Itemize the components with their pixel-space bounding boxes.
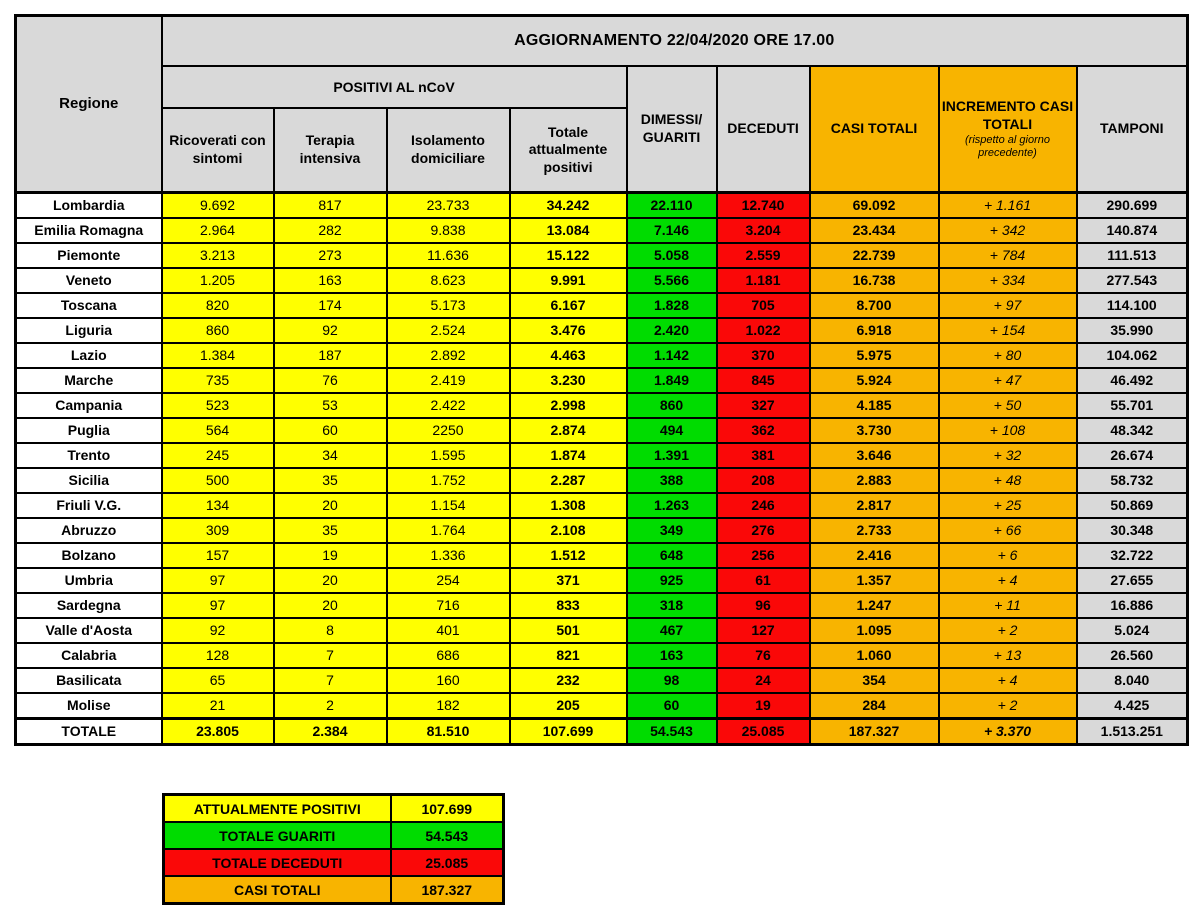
terapia-intensiva-value: 7 xyxy=(274,668,387,693)
totale-positivi-value: 2.108 xyxy=(510,518,627,543)
table-row xyxy=(16,518,1188,543)
deceduti-value: 208 xyxy=(717,468,810,493)
region-name: Campania xyxy=(16,393,162,418)
casi-totali-value: 4.185 xyxy=(810,393,939,418)
table-row xyxy=(16,192,1188,218)
ricoverati-value: 2.964 xyxy=(162,218,274,243)
table-row xyxy=(16,418,1188,443)
table-row xyxy=(16,243,1188,268)
tamponi-header: TAMPONI xyxy=(1077,66,1188,192)
deceduti-value: 3.204 xyxy=(717,218,810,243)
deceduti-value: 127 xyxy=(717,618,810,643)
dimessi-guariti-value: 494 xyxy=(627,418,717,443)
region-name: Lazio xyxy=(16,343,162,368)
isolamento-value: 1.595 xyxy=(387,443,510,468)
region-name: Calabria xyxy=(16,643,162,668)
covid-regions-table xyxy=(14,14,1189,746)
deceduti-value: 705 xyxy=(717,293,810,318)
casi-totali-value: 1.095 xyxy=(810,618,939,643)
tamponi-value: 32.722 xyxy=(1077,543,1188,568)
incremento-value: + 334 xyxy=(939,268,1077,293)
tamponi-value: 140.874 xyxy=(1077,218,1188,243)
tamponi-value: 26.560 xyxy=(1077,643,1188,668)
totale-positivi-value: 1.874 xyxy=(510,443,627,468)
incremento-header-note: (rispetto al giorno precedente) xyxy=(965,134,1050,159)
totale-positivi-value: 6.167 xyxy=(510,293,627,318)
legend-label: CASI TOTALI xyxy=(164,876,391,904)
ricoverati-value: 97 xyxy=(162,593,274,618)
legend-value: 107.699 xyxy=(391,795,504,823)
casi-totali-value: 2.733 xyxy=(810,518,939,543)
terapia-intensiva-value: 282 xyxy=(274,218,387,243)
terapia-intensiva-value: 20 xyxy=(274,493,387,518)
incremento-value: + 108 xyxy=(939,418,1077,443)
deceduti-value: 19 xyxy=(717,693,810,719)
dimessi-guariti-value: 98 xyxy=(627,668,717,693)
isolamento-value: 2.892 xyxy=(387,343,510,368)
incremento-value: + 154 xyxy=(939,318,1077,343)
terapia-intensiva-value: 35 xyxy=(274,468,387,493)
isolamento-value: 716 xyxy=(387,593,510,618)
incremento-value: + 11 xyxy=(939,593,1077,618)
isolamento-value: 1.336 xyxy=(387,543,510,568)
incremento-value: + 25 xyxy=(939,493,1077,518)
deceduti-value: 61 xyxy=(717,568,810,593)
table-row xyxy=(16,643,1188,668)
ricoverati-value: 309 xyxy=(162,518,274,543)
ricoverati-value: 860 xyxy=(162,318,274,343)
legend-label: TOTALE DECEDUTI xyxy=(164,849,391,876)
terapia-intensiva-value: 273 xyxy=(274,243,387,268)
ricoverati-header: Ricoverati con sintomi xyxy=(162,108,274,192)
incremento-value: + 2 xyxy=(939,693,1077,719)
casi-totali-value: 187.327 xyxy=(810,718,939,744)
tamponi-value: 16.886 xyxy=(1077,593,1188,618)
tamponi-value: 114.100 xyxy=(1077,293,1188,318)
totale-positivi-value: 9.991 xyxy=(510,268,627,293)
terapia-intensiva-value: 20 xyxy=(274,593,387,618)
deceduti-value: 24 xyxy=(717,668,810,693)
dimessi-guariti-value: 860 xyxy=(627,393,717,418)
ricoverati-value: 245 xyxy=(162,443,274,468)
dimessi-guariti-value: 7.146 xyxy=(627,218,717,243)
isolamento-value: 1.752 xyxy=(387,468,510,493)
terapia-intensiva-value: 2.384 xyxy=(274,718,387,744)
terapia-intensiva-value: 92 xyxy=(274,318,387,343)
isolamento-value: 2.422 xyxy=(387,393,510,418)
incremento-value: + 2 xyxy=(939,618,1077,643)
deceduti-value: 845 xyxy=(717,368,810,393)
deceduti-value: 12.740 xyxy=(717,192,810,218)
ricoverati-value: 500 xyxy=(162,468,274,493)
casi-totali-value: 5.924 xyxy=(810,368,939,393)
tamponi-value: 26.674 xyxy=(1077,443,1188,468)
table-row xyxy=(16,568,1188,593)
totale-positivi-value: 2.998 xyxy=(510,393,627,418)
region-name: Veneto xyxy=(16,268,162,293)
region-name: Bolzano xyxy=(16,543,162,568)
deceduti-value: 256 xyxy=(717,543,810,568)
isolamento-value: 1.154 xyxy=(387,493,510,518)
totale-positivi-value: 15.122 xyxy=(510,243,627,268)
ricoverati-value: 3.213 xyxy=(162,243,274,268)
incremento-value: + 6 xyxy=(939,543,1077,568)
totale-positivi-value: 107.699 xyxy=(510,718,627,744)
table-row xyxy=(16,468,1188,493)
dimessi-guariti-header: DIMESSI/ GUARITI xyxy=(627,66,717,192)
dimessi-guariti-value: 22.110 xyxy=(627,192,717,218)
legend-value: 25.085 xyxy=(391,849,504,876)
dimessi-guariti-value: 60 xyxy=(627,693,717,719)
terapia-intensiva-header: Terapia intensiva xyxy=(274,108,387,192)
isolamento-value: 401 xyxy=(387,618,510,643)
deceduti-value: 370 xyxy=(717,343,810,368)
tamponi-value: 8.040 xyxy=(1077,668,1188,693)
legend-label: TOTALE GUARITI xyxy=(164,822,391,849)
deceduti-value: 76 xyxy=(717,643,810,668)
header-row-groups xyxy=(16,66,1188,108)
terapia-intensiva-value: 20 xyxy=(274,568,387,593)
dimessi-guariti-value: 1.142 xyxy=(627,343,717,368)
incremento-value: + 342 xyxy=(939,218,1077,243)
terapia-intensiva-value: 60 xyxy=(274,418,387,443)
legend-label: ATTUALMENTE POSITIVI xyxy=(164,795,391,823)
casi-totali-value: 2.416 xyxy=(810,543,939,568)
casi-totali-value: 22.739 xyxy=(810,243,939,268)
incremento-value: + 4 xyxy=(939,668,1077,693)
deceduti-header: DECEDUTI xyxy=(717,66,810,192)
legend-row xyxy=(164,849,504,876)
isolamento-value: 2.419 xyxy=(387,368,510,393)
dimessi-guariti-value: 1.263 xyxy=(627,493,717,518)
legend-row xyxy=(164,876,504,904)
table-row xyxy=(16,293,1188,318)
region-name: Friuli V.G. xyxy=(16,493,162,518)
terapia-intensiva-value: 53 xyxy=(274,393,387,418)
tamponi-value: 46.492 xyxy=(1077,368,1188,393)
isolamento-value: 2.524 xyxy=(387,318,510,343)
legend-value: 187.327 xyxy=(391,876,504,904)
totale-positivi-value: 501 xyxy=(510,618,627,643)
dimessi-guariti-value: 5.058 xyxy=(627,243,717,268)
incremento-value: + 1.161 xyxy=(939,192,1077,218)
table-row xyxy=(16,443,1188,468)
terapia-intensiva-value: 817 xyxy=(274,192,387,218)
legend-body xyxy=(164,795,504,904)
totale-positivi-value: 1.512 xyxy=(510,543,627,568)
totale-positivi-value: 232 xyxy=(510,668,627,693)
incremento-value: + 66 xyxy=(939,518,1077,543)
isolamento-value: 686 xyxy=(387,643,510,668)
terapia-intensiva-value: 35 xyxy=(274,518,387,543)
table-row xyxy=(16,318,1188,343)
terapia-intensiva-value: 76 xyxy=(274,368,387,393)
casi-totali-value: 6.918 xyxy=(810,318,939,343)
totale-positivi-value: 1.308 xyxy=(510,493,627,518)
region-name: Valle d'Aosta xyxy=(16,618,162,643)
casi-totali-value: 1.247 xyxy=(810,593,939,618)
dimessi-guariti-value: 1.828 xyxy=(627,293,717,318)
totale-positivi-value: 4.463 xyxy=(510,343,627,368)
region-name: Piemonte xyxy=(16,243,162,268)
dimessi-guariti-value: 163 xyxy=(627,643,717,668)
incremento-value: + 32 xyxy=(939,443,1077,468)
casi-totali-value: 2.883 xyxy=(810,468,939,493)
dimessi-guariti-value: 349 xyxy=(627,518,717,543)
region-name: Basilicata xyxy=(16,668,162,693)
total-row xyxy=(16,718,1188,744)
incremento-value: + 50 xyxy=(939,393,1077,418)
table-row xyxy=(16,218,1188,243)
ricoverati-value: 97 xyxy=(162,568,274,593)
ricoverati-value: 23.805 xyxy=(162,718,274,744)
region-name: Abruzzo xyxy=(16,518,162,543)
tamponi-value: 104.062 xyxy=(1077,343,1188,368)
casi-totali-value: 284 xyxy=(810,693,939,719)
isolamento-value: 23.733 xyxy=(387,192,510,218)
deceduti-value: 327 xyxy=(717,393,810,418)
ricoverati-value: 21 xyxy=(162,693,274,719)
ricoverati-value: 523 xyxy=(162,393,274,418)
totale-positivi-value: 821 xyxy=(510,643,627,668)
tamponi-value: 30.348 xyxy=(1077,518,1188,543)
totale-positivi-value: 205 xyxy=(510,693,627,719)
totale-positivi-value: 13.084 xyxy=(510,218,627,243)
incremento-value: + 13 xyxy=(939,643,1077,668)
region-name: Marche xyxy=(16,368,162,393)
ricoverati-value: 134 xyxy=(162,493,274,518)
region-column-header: Regione xyxy=(16,16,162,193)
deceduti-value: 2.559 xyxy=(717,243,810,268)
ricoverati-value: 564 xyxy=(162,418,274,443)
table-row xyxy=(16,693,1188,719)
table-row xyxy=(16,393,1188,418)
table-row xyxy=(16,368,1188,393)
casi-totali-value: 3.730 xyxy=(810,418,939,443)
casi-totali-value: 1.357 xyxy=(810,568,939,593)
terapia-intensiva-value: 19 xyxy=(274,543,387,568)
isolamento-value: 11.636 xyxy=(387,243,510,268)
totale-positivi-value: 3.476 xyxy=(510,318,627,343)
incremento-header-label: INCREMENTO CASI TOTALI xyxy=(941,98,1074,132)
totale-positivi-value: 2.874 xyxy=(510,418,627,443)
legend-value: 54.543 xyxy=(391,822,504,849)
terapia-intensiva-value: 34 xyxy=(274,443,387,468)
isolamento-value: 2250 xyxy=(387,418,510,443)
table-row xyxy=(16,668,1188,693)
tamponi-value: 5.024 xyxy=(1077,618,1188,643)
isolamento-header: Isolamento domiciliare xyxy=(387,108,510,192)
totale-positivi-value: 34.242 xyxy=(510,192,627,218)
dimessi-guariti-value: 648 xyxy=(627,543,717,568)
casi-totali-value: 3.646 xyxy=(810,443,939,468)
incremento-value: + 97 xyxy=(939,293,1077,318)
region-name: Molise xyxy=(16,693,162,719)
casi-totali-value: 16.738 xyxy=(810,268,939,293)
terapia-intensiva-value: 174 xyxy=(274,293,387,318)
isolamento-value: 9.838 xyxy=(387,218,510,243)
tamponi-value: 27.655 xyxy=(1077,568,1188,593)
tamponi-value: 50.869 xyxy=(1077,493,1188,518)
region-name: TOTALE xyxy=(16,718,162,744)
tamponi-value: 58.732 xyxy=(1077,468,1188,493)
legend-table xyxy=(162,793,505,905)
isolamento-value: 5.173 xyxy=(387,293,510,318)
ricoverati-value: 9.692 xyxy=(162,192,274,218)
tamponi-value: 4.425 xyxy=(1077,693,1188,719)
tamponi-value: 111.513 xyxy=(1077,243,1188,268)
region-name: Puglia xyxy=(16,418,162,443)
casi-totali-value: 2.817 xyxy=(810,493,939,518)
dimessi-guariti-value: 54.543 xyxy=(627,718,717,744)
isolamento-value: 1.764 xyxy=(387,518,510,543)
ricoverati-value: 157 xyxy=(162,543,274,568)
ricoverati-value: 128 xyxy=(162,643,274,668)
region-name: Liguria xyxy=(16,318,162,343)
tamponi-value: 48.342 xyxy=(1077,418,1188,443)
deceduti-value: 1.022 xyxy=(717,318,810,343)
region-name: Lombardia xyxy=(16,192,162,218)
ricoverati-value: 92 xyxy=(162,618,274,643)
casi-totali-value: 23.434 xyxy=(810,218,939,243)
incremento-value: + 80 xyxy=(939,343,1077,368)
incremento-value: + 48 xyxy=(939,468,1077,493)
table-row xyxy=(16,493,1188,518)
casi-totali-value: 1.060 xyxy=(810,643,939,668)
incremento-value: + 3.370 xyxy=(939,718,1077,744)
terapia-intensiva-value: 7 xyxy=(274,643,387,668)
dimessi-guariti-value: 925 xyxy=(627,568,717,593)
dimessi-guariti-value: 388 xyxy=(627,468,717,493)
totale-positivi-header: Totale attualmente positivi xyxy=(510,108,627,192)
tamponi-value: 55.701 xyxy=(1077,393,1188,418)
tamponi-value: 290.699 xyxy=(1077,192,1188,218)
isolamento-value: 182 xyxy=(387,693,510,719)
table-row xyxy=(16,268,1188,293)
incremento-value: + 784 xyxy=(939,243,1077,268)
terapia-intensiva-value: 2 xyxy=(274,693,387,719)
dimessi-guariti-value: 1.391 xyxy=(627,443,717,468)
table-row xyxy=(16,618,1188,643)
region-name: Trento xyxy=(16,443,162,468)
casi-totali-value: 354 xyxy=(810,668,939,693)
isolamento-value: 81.510 xyxy=(387,718,510,744)
ricoverati-value: 735 xyxy=(162,368,274,393)
tamponi-value: 1.513.251 xyxy=(1077,718,1188,744)
region-name: Umbria xyxy=(16,568,162,593)
totale-positivi-value: 2.287 xyxy=(510,468,627,493)
totale-positivi-value: 371 xyxy=(510,568,627,593)
isolamento-value: 160 xyxy=(387,668,510,693)
region-name: Sardegna xyxy=(16,593,162,618)
isolamento-value: 8.623 xyxy=(387,268,510,293)
totale-positivi-value: 3.230 xyxy=(510,368,627,393)
incremento-value: + 4 xyxy=(939,568,1077,593)
dimessi-guariti-value: 467 xyxy=(627,618,717,643)
terapia-intensiva-value: 163 xyxy=(274,268,387,293)
casi-totali-header: CASI TOTALI xyxy=(810,66,939,192)
deceduti-value: 96 xyxy=(717,593,810,618)
legend-row xyxy=(164,795,504,823)
ricoverati-value: 1.205 xyxy=(162,268,274,293)
dimessi-guariti-value: 2.420 xyxy=(627,318,717,343)
deceduti-value: 25.085 xyxy=(717,718,810,744)
casi-totali-value: 69.092 xyxy=(810,192,939,218)
isolamento-value: 254 xyxy=(387,568,510,593)
ricoverati-value: 820 xyxy=(162,293,274,318)
deceduti-value: 1.181 xyxy=(717,268,810,293)
table-row xyxy=(16,343,1188,368)
region-name: Sicilia xyxy=(16,468,162,493)
incremento-header xyxy=(939,66,1077,192)
dimessi-guariti-value: 318 xyxy=(627,593,717,618)
table-row xyxy=(16,593,1188,618)
table-body xyxy=(16,192,1188,744)
casi-totali-value: 8.700 xyxy=(810,293,939,318)
positivi-group-header: POSITIVI AL nCoV xyxy=(162,66,627,108)
terapia-intensiva-value: 8 xyxy=(274,618,387,643)
dimessi-guariti-value: 1.849 xyxy=(627,368,717,393)
legend-row xyxy=(164,822,504,849)
incremento-value: + 47 xyxy=(939,368,1077,393)
tamponi-value: 35.990 xyxy=(1077,318,1188,343)
ricoverati-value: 1.384 xyxy=(162,343,274,368)
totale-positivi-value: 833 xyxy=(510,593,627,618)
ricoverati-value: 65 xyxy=(162,668,274,693)
deceduti-value: 381 xyxy=(717,443,810,468)
deceduti-value: 276 xyxy=(717,518,810,543)
deceduti-value: 246 xyxy=(717,493,810,518)
update-title: AGGIORNAMENTO 22/04/2020 ORE 17.00 xyxy=(162,16,1188,67)
header-row-title xyxy=(16,16,1188,67)
region-name: Emilia Romagna xyxy=(16,218,162,243)
casi-totali-value: 5.975 xyxy=(810,343,939,368)
tamponi-value: 277.543 xyxy=(1077,268,1188,293)
deceduti-value: 362 xyxy=(717,418,810,443)
region-name: Toscana xyxy=(16,293,162,318)
terapia-intensiva-value: 187 xyxy=(274,343,387,368)
table-row xyxy=(16,543,1188,568)
dimessi-guariti-value: 5.566 xyxy=(627,268,717,293)
